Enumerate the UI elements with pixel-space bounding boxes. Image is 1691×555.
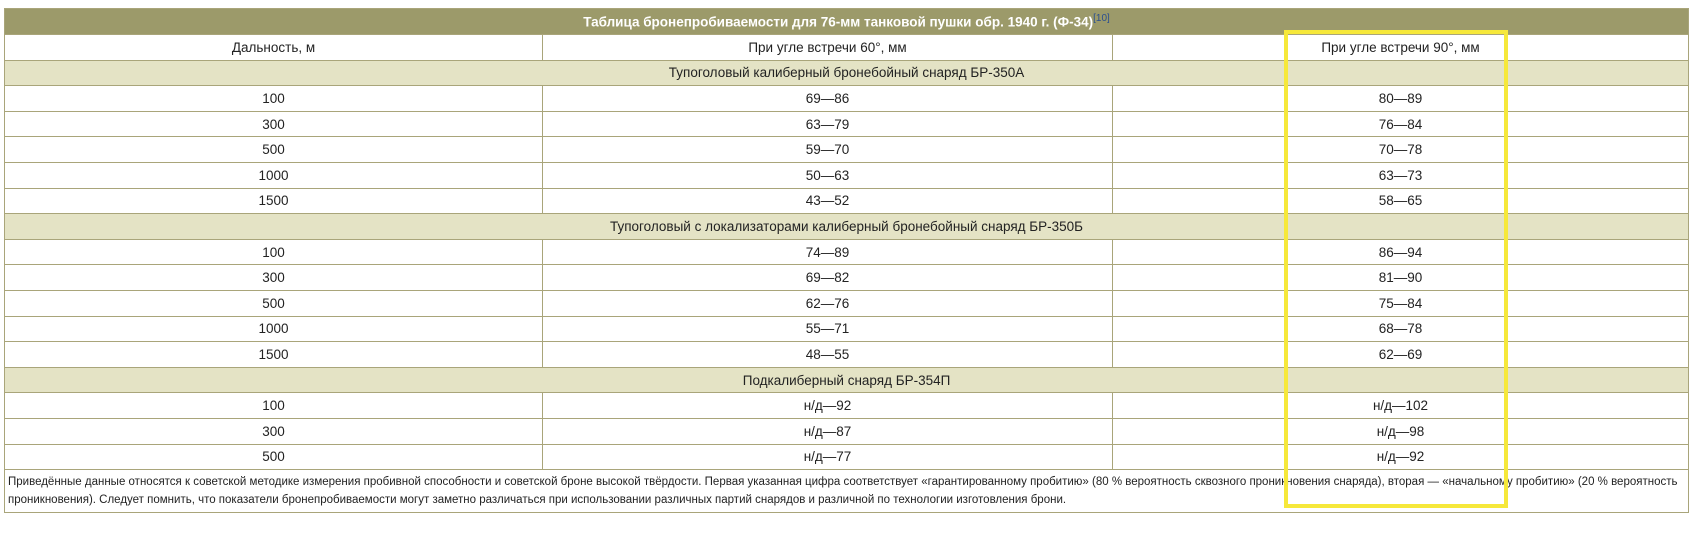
cell-angle-60: 63—79 (543, 111, 1113, 137)
cell-angle-90: н/д—92 (1113, 444, 1689, 470)
table-row (5, 316, 1689, 342)
cell-angle-60: н/д—77 (543, 444, 1113, 470)
cell-angle-60: 43—52 (543, 188, 1113, 214)
cell-angle-60: 69—86 (543, 86, 1113, 112)
cell-angle-90: 81—90 (1113, 265, 1689, 291)
caption-reference-link[interactable]: [10] (1093, 13, 1110, 25)
cell-angle-90: 80—89 (1113, 86, 1689, 112)
header-angle-90: При угле встречи 90°, мм (1113, 35, 1689, 61)
section-row (5, 60, 1689, 86)
table-row (5, 188, 1689, 214)
cell-angle-90: 68—78 (1113, 316, 1689, 342)
section-row (5, 367, 1689, 393)
cell-range: 1000 (5, 162, 543, 188)
cell-range: 500 (5, 137, 543, 163)
table-row (5, 290, 1689, 316)
cell-angle-90: 86—94 (1113, 239, 1689, 265)
cell-range: 500 (5, 290, 543, 316)
table-row (5, 265, 1689, 291)
cell-angle-60: 48—55 (543, 342, 1113, 368)
table-caption (5, 9, 1689, 35)
table-caption-text: Таблица бронепробиваемости для 76-мм танковой пушки обр. 1940 г. (Ф-34) (583, 14, 1094, 30)
cell-angle-90: н/д—102 (1113, 393, 1689, 419)
section-title: Подкалиберный снаряд БР-354П (5, 367, 1689, 393)
table-title-row (5, 9, 1689, 35)
cell-range: 500 (5, 444, 543, 470)
section-row (5, 214, 1689, 240)
cell-range: 100 (5, 393, 543, 419)
section-title: Тупоголовый с локализаторами калиберный бронебойный снаряд БР-350Б (5, 214, 1689, 240)
cell-range: 100 (5, 239, 543, 265)
header-range: Дальность, м (5, 35, 543, 61)
cell-angle-90: 62—69 (1113, 342, 1689, 368)
header-angle-60: При угле встречи 60°, мм (543, 35, 1113, 61)
cell-angle-60: 69—82 (543, 265, 1113, 291)
table-row (5, 342, 1689, 368)
table-row (5, 162, 1689, 188)
table-header-row (5, 35, 1689, 61)
cell-angle-60: 50—63 (543, 162, 1113, 188)
cell-range: 300 (5, 418, 543, 444)
table-row (5, 111, 1689, 137)
table-row (5, 137, 1689, 163)
cell-range: 300 (5, 265, 543, 291)
cell-angle-60: н/д—87 (543, 418, 1113, 444)
table-row (5, 86, 1689, 112)
table-row (5, 239, 1689, 265)
section-title: Тупоголовый калиберный бронебойный снаряд БР-350А (5, 60, 1689, 86)
cell-angle-90: н/д—98 (1113, 418, 1689, 444)
armor-penetration-table-container (4, 8, 1688, 513)
table-row (5, 393, 1689, 419)
cell-angle-60: 59—70 (543, 137, 1113, 163)
cell-range: 300 (5, 111, 543, 137)
cell-angle-90: 75—84 (1113, 290, 1689, 316)
cell-angle-90: 76—84 (1113, 111, 1689, 137)
cell-angle-90: 63—73 (1113, 162, 1689, 188)
cell-range: 100 (5, 86, 543, 112)
armor-penetration-table (4, 8, 1689, 513)
cell-angle-60: 62—76 (543, 290, 1113, 316)
cell-angle-90: 70—78 (1113, 137, 1689, 163)
cell-angle-90: 58—65 (1113, 188, 1689, 214)
cell-angle-60: 74—89 (543, 239, 1113, 265)
table-row (5, 444, 1689, 470)
cell-range: 1500 (5, 342, 543, 368)
cell-range: 1500 (5, 188, 543, 214)
table-note: Приведённые данные относятся к советской методике измерения пробивной способности и советской броне высокой твёрдости. Первая указанная цифра соответствует «гарантированному пробитию» (80 % вероятность сквозного проникновения снаряда), вторая — «начальному пробитию» (20 % вероятность проникновения). Следует помнить, что показатели бронепробиваемости могут заметно различаться при использовании различных партий снарядов и различной по технологии изготовления брони. (5, 470, 1689, 513)
cell-angle-60: 55—71 (543, 316, 1113, 342)
table-body (5, 60, 1689, 470)
table-note-row (5, 470, 1689, 513)
table-row (5, 418, 1689, 444)
cell-angle-60: н/д—92 (543, 393, 1113, 419)
cell-range: 1000 (5, 316, 543, 342)
